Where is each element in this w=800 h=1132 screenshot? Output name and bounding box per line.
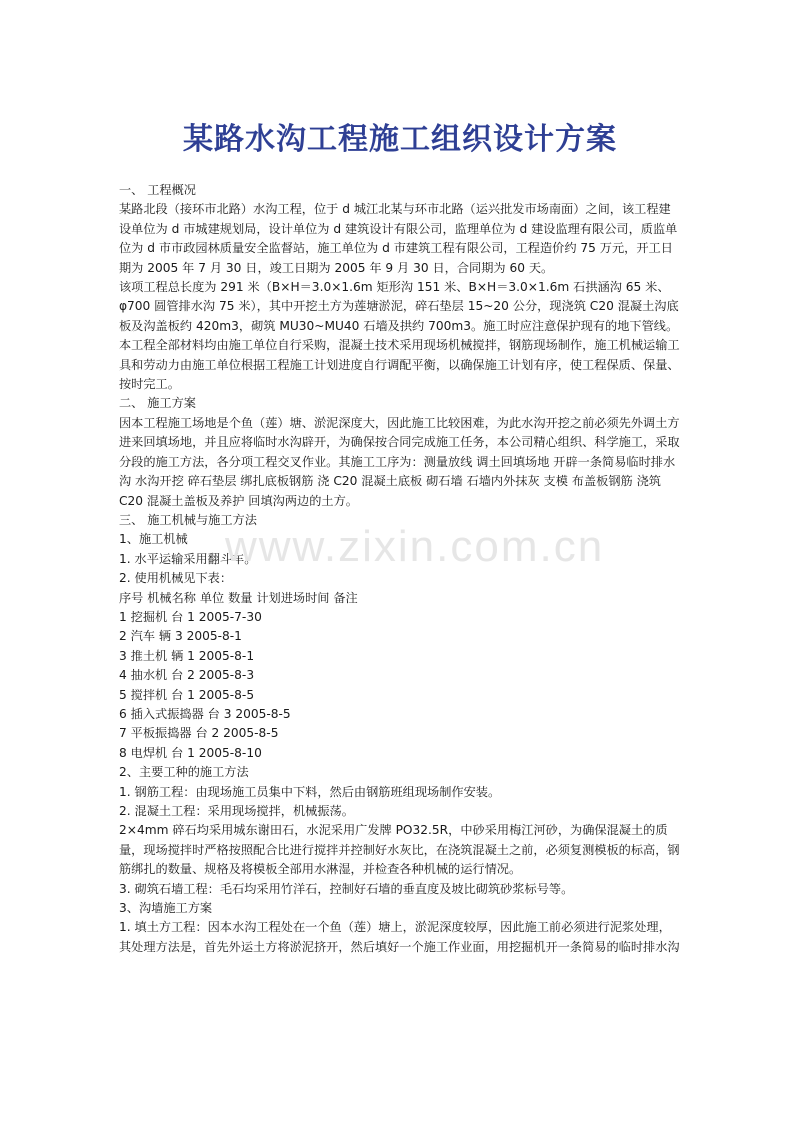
paragraph-materials: 本工程全部材料均由施工单位自行采购，混凝土技术采用现场机械搅拌，钢筋现场制作，施工机械运输工具和劳动力由施工单位根据工程施工计划进度自行调配平衡，以确保施工计划有序，使工程保质、保量、按时完工。 (119, 338, 680, 392)
machinery-table-row: 3 推土机 辆 1 2005-8-1 (119, 648, 255, 663)
machinery-table-row: 5 搅拌机 台 1 2005-8-5 (119, 687, 255, 702)
machinery-table-row: 1 挖掘机 台 1 2005-7-30 (119, 609, 262, 624)
section-heading-plan: 二、 施工方案 (119, 396, 196, 411)
list-item: 1. 钢筋工程：由现场施工员集中下料，然后由钢筋班组现场制作安装。 (119, 784, 501, 799)
paragraph-project-info: 某路北段（接环市北路）水沟工程，位于 d 城江北某与环市北路（运兴批发市场南面）之间，该工程建设单位为 d 市城建规划局，设计单位为 d 建筑设计有限公司，监理单位为 d 建设监理有限公司，质监单位为 d 市市政园林质量安全监督站，施工单位为 d 市建筑工程有限公司，工程造价约 75 万元，开工日期为 2005 年 7 月 30 日，竣工日期为 2005 年 9 月 30 日，合同期为 60 天。 (119, 202, 678, 275)
section-heading-machinery: 三、 施工机械与施工方法 (119, 512, 257, 527)
document-body (119, 181, 681, 957)
list-item: 1. 水平运输采用翻斗车。 (119, 551, 257, 566)
machinery-table-row: 8 电焊机 台 1 2005-8-10 (119, 745, 262, 760)
watermark: www.zixin.com.cn (225, 522, 605, 571)
list-item: 2. 混凝土工程：采用现场搅拌，机械振荡。 (119, 804, 354, 818)
list-item: 1. 填土方工程：因本水沟工程处在一个鱼（莲）塘上，淤泥深度较厚，因此施工前必须进行泥浆处理，其处理方法是，首先外运土方将淤泥挤开，然后填好一个施工作业面，用挖掘机开一条简易的临时排水沟 (119, 920, 680, 954)
section-heading-overview: 一、 工程概况 (119, 183, 196, 197)
subheading-wall: 3、沟墙施工方案 (119, 901, 213, 916)
paragraph-concrete: 2×4mm 碎石均采用城东谢田石，水泥采用广发牌 PO32.5R，中砂采用梅江河砂，为确保混凝土的质量，现场搅拌时严格按照配合比进行搅拌并控制好水灰比，在浇筑混凝土之前，必须复测模板的标高，钢筋绑扎的数量、规格及将模板全部用水淋湿，并检查各种机械的运行情况。 (119, 823, 680, 877)
paragraph-construction-plan: 因本工程施工场地是个鱼（莲）塘、淤泥深度大，因此施工比较困难，为此水沟开挖之前必须先外调土方进来回填场地，并且应将临时水沟辟开，为确保按合同完成施工任务，本公司精心组织、科学施工，采取分段的施工方法，各分项工程交叉作业。其施工工序为：测量放线 调土回填场地 开辟一条简易临时排水沟 水沟开挖 碎石垫层 绑扎底板钢筋 浇 C20 混凝土底板 砌石墙 石墙内外抹灰 支模 布盖板钢筋 浇筑 C20 混凝土盖板及养护 回填沟两边的土方。 (119, 415, 680, 508)
document-title: 某路水沟工程施工组织设计方案 (183, 122, 617, 158)
paragraph-project-scope: 该项工程总长度为 291 米（B×H＝3.0×1.6m 矩形沟 151 米、B×H＝3.0×1.6m 石拱涵沟 65 米、φ700 圆管排水沟 75 米），其中开挖土方为莲塘淤泥，碎石垫层 15~20 公分，现浇筑 C20 混凝土沟底板及沟盖板约 420m3，砌筑 MU30~MU40 石墙及拱约 700m3。施工时应注意保护现有的地下管线。 (119, 280, 679, 333)
machinery-table-row: 7 平板振捣器 台 2 2005-8-5 (119, 726, 279, 741)
subheading-machinery: 1、施工机械 (119, 532, 188, 547)
machinery-table-header: 序号 机械名称 单位 数量 计划进场时间 备注 (119, 590, 358, 605)
subheading-methods: 2、主要工种的施工方法 (119, 765, 249, 780)
list-item: 2. 使用机械见下表： (119, 571, 233, 586)
machinery-table-row: 6 插入式振捣器 台 3 2005-8-5 (119, 706, 291, 721)
machinery-table-row: 2 汽车 辆 3 2005-8-1 (119, 629, 242, 644)
list-item: 3. 砌筑石墙工程：毛石均采用竹洋石，控制好石墙的垂直度及坡比砌筑砂浆标号等。 (119, 881, 574, 896)
machinery-table-row: 4 抽水机 台 2 2005-8-3 (119, 668, 255, 683)
